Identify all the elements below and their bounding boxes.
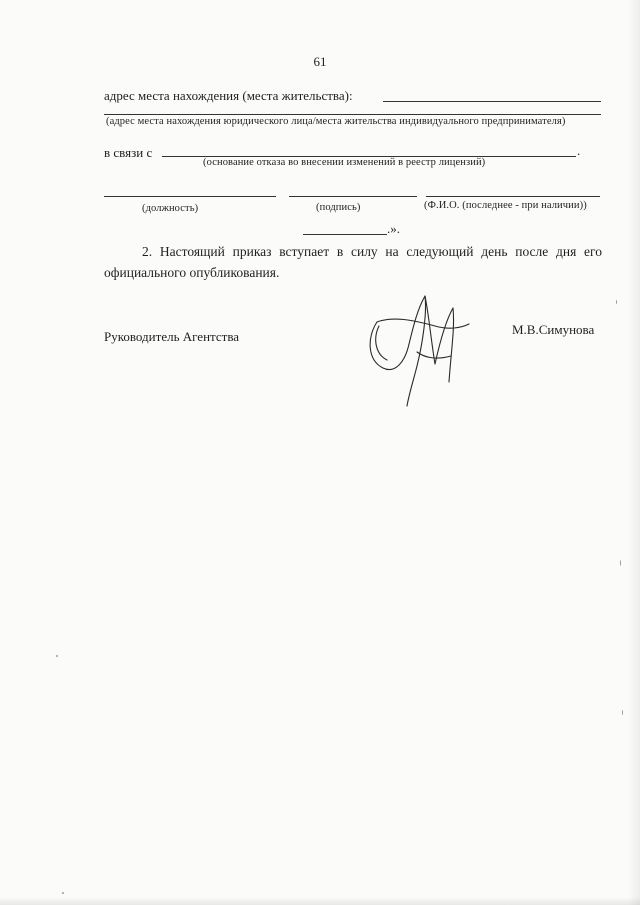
address-caption: (адрес места нахождения юридического лица/места жительства индивидуального предпринимателя) xyxy=(106,116,566,127)
closing-mark: .». xyxy=(387,221,400,236)
scan-speck xyxy=(620,560,621,566)
signature-line xyxy=(289,196,417,197)
reason-caption: (основание отказа во внесении изменений в реестр лицензий) xyxy=(203,157,486,168)
signature-caption: (подпись) xyxy=(316,202,361,213)
scan-speck xyxy=(56,655,58,657)
address-second-line xyxy=(104,114,601,115)
signatory-title: Руководитель Агентства xyxy=(104,329,240,344)
closing-line xyxy=(303,234,387,235)
address-label: адрес места нахождения (места жительства): xyxy=(104,88,353,103)
scan-speck xyxy=(622,710,623,715)
position-line xyxy=(104,196,276,197)
reason-label: в связи с xyxy=(104,145,153,160)
reason-end-period: . xyxy=(577,143,581,158)
scan-speck xyxy=(62,892,64,894)
page-number: 61 xyxy=(313,54,327,69)
paragraph-2: 2. Настоящий приказ вступает в силу на следующий день после дня его официального опубликования. xyxy=(104,244,602,280)
signatory-name: М.В.Симунова xyxy=(512,322,595,337)
name-line xyxy=(426,196,600,197)
position-caption: (должность) xyxy=(142,203,199,214)
scan-bottom-shadow xyxy=(0,897,640,905)
name-caption: (Ф.И.О. (последнее - при наличии)) xyxy=(424,200,587,211)
handwritten-signature xyxy=(365,282,475,412)
scan-speck xyxy=(616,300,617,304)
scan-edge-shadow xyxy=(628,0,640,905)
address-fill-line xyxy=(383,101,601,102)
